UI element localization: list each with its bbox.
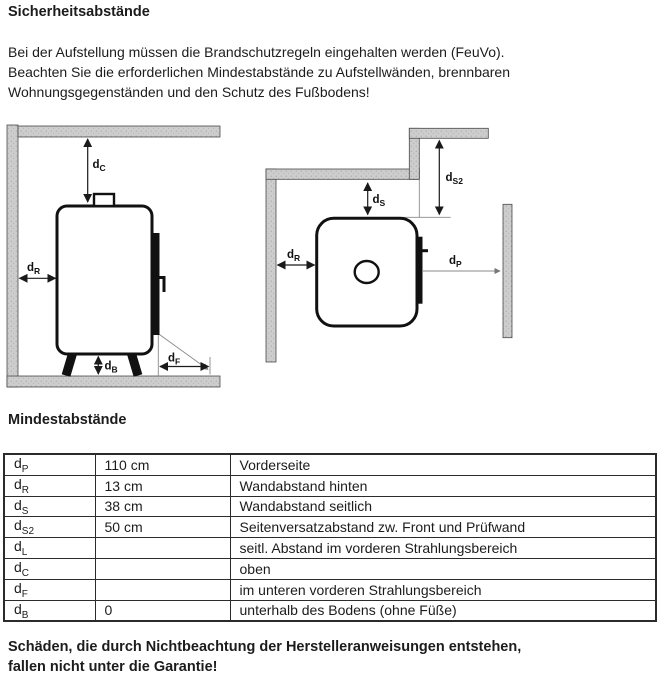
- label-db: $d_B$: [104, 360, 118, 375]
- stove-left-leg: [66, 352, 73, 376]
- distance-value-cell: 50 cm: [95, 517, 230, 538]
- distance-value-cell: 38 cm: [95, 496, 230, 517]
- radiation-diagonal-line: [153, 330, 209, 370]
- door-handle: [160, 278, 165, 293]
- label-df: $d_F$: [168, 352, 181, 367]
- distance-description-cell: im unteren vorderen Strahlungsbereich: [230, 579, 656, 600]
- intro-line: Beachten Sie die erforderlichen Mindestabstände zu Aufstellwänden, brennbaren: [8, 64, 510, 80]
- stove-door-top: [416, 237, 423, 304]
- top-view-rear-wall: [266, 169, 276, 362]
- side-view-ceiling: [18, 126, 220, 137]
- side-view-floor: [7, 376, 220, 387]
- test-wall: [503, 204, 512, 337]
- warranty-note-line: fallen nicht unter die Garantie!: [8, 659, 218, 675]
- distance-symbol-cell: $d_F$: [4, 579, 95, 600]
- distance-value-cell: [95, 558, 230, 579]
- table-row: [4, 475, 656, 496]
- distance-description-cell: oben: [230, 558, 656, 579]
- flue-collar: [94, 194, 114, 206]
- top-view-diagram: [266, 128, 512, 362]
- page-title: Sicherheitsabstände: [8, 4, 150, 20]
- label-dc: $d_C$: [92, 159, 106, 173]
- intro-paragraph: [8, 42, 510, 102]
- section-title-min-distances: Mindestabstände: [8, 412, 127, 428]
- warranty-note-line: Schäden, die durch Nichtbeachtung der Herstelleranweisungen entstehen,: [8, 639, 522, 655]
- table-row: [4, 538, 656, 559]
- stove-right-leg: [131, 352, 138, 376]
- distance-value-cell: 110 cm: [95, 454, 230, 475]
- clearance-diagrams: [0, 115, 667, 405]
- distance-symbol-cell: $d_{S2}$: [4, 517, 95, 538]
- distance-symbol-cell: $d_B$: [4, 600, 95, 621]
- table-row: [4, 600, 656, 621]
- label-dr-top: $d_R$: [287, 249, 301, 263]
- distance-value-cell: [95, 538, 230, 559]
- min-distances-table: [3, 453, 657, 622]
- top-view-side-wall: [266, 169, 419, 179]
- distance-description-cell: seitl. Abstand im vorderen Strahlungsbereich: [230, 538, 656, 559]
- table-row: [4, 558, 656, 579]
- distance-value-cell: [95, 579, 230, 600]
- distance-description-cell: Wandabstand hinten: [230, 475, 656, 496]
- table-row: [4, 454, 656, 475]
- side-view-diagram: [7, 125, 220, 387]
- warranty-note: [8, 637, 521, 677]
- distance-description-cell: unterhalb des Bodens (ohne Füße): [230, 600, 656, 621]
- table-row: [4, 496, 656, 517]
- label-ds2: $d_{S2}$: [445, 172, 463, 186]
- top-view-offset-wall: [409, 128, 488, 138]
- side-view-rear-wall: [7, 125, 18, 387]
- distance-symbol-cell: $d_C$: [4, 558, 95, 579]
- flue-outlet: [355, 261, 379, 283]
- intro-line: Wohnungsgegenständen und den Schutz des Fußbodens!: [8, 84, 370, 100]
- label-dr-side: $d_R$: [27, 262, 41, 276]
- table-row: [4, 517, 656, 538]
- distance-value-cell: 13 cm: [95, 475, 230, 496]
- stove-body-side: [57, 206, 152, 354]
- distance-symbol-cell: $d_L$: [4, 538, 95, 559]
- distance-symbol-cell: $d_R$: [4, 475, 95, 496]
- distance-description-cell: Seitenversatzabstand zw. Front und Prüfwand: [230, 517, 656, 538]
- table-row: [4, 579, 656, 600]
- distance-value-cell: 0: [95, 600, 230, 621]
- stove-door-side: [152, 233, 160, 335]
- distance-description-cell: Wandabstand seitlich: [230, 496, 656, 517]
- distance-symbol-cell: $d_S$: [4, 496, 95, 517]
- distance-description-cell: Vorderseite: [230, 454, 656, 475]
- label-dp: $d_P$: [449, 255, 462, 269]
- distance-symbol-cell: $d_P$: [4, 454, 95, 475]
- label-ds: $d_S$: [372, 194, 386, 208]
- intro-line: Bei der Aufstellung müssen die Brandschutzregeln eingehalten werden (FeuVo).: [8, 44, 505, 60]
